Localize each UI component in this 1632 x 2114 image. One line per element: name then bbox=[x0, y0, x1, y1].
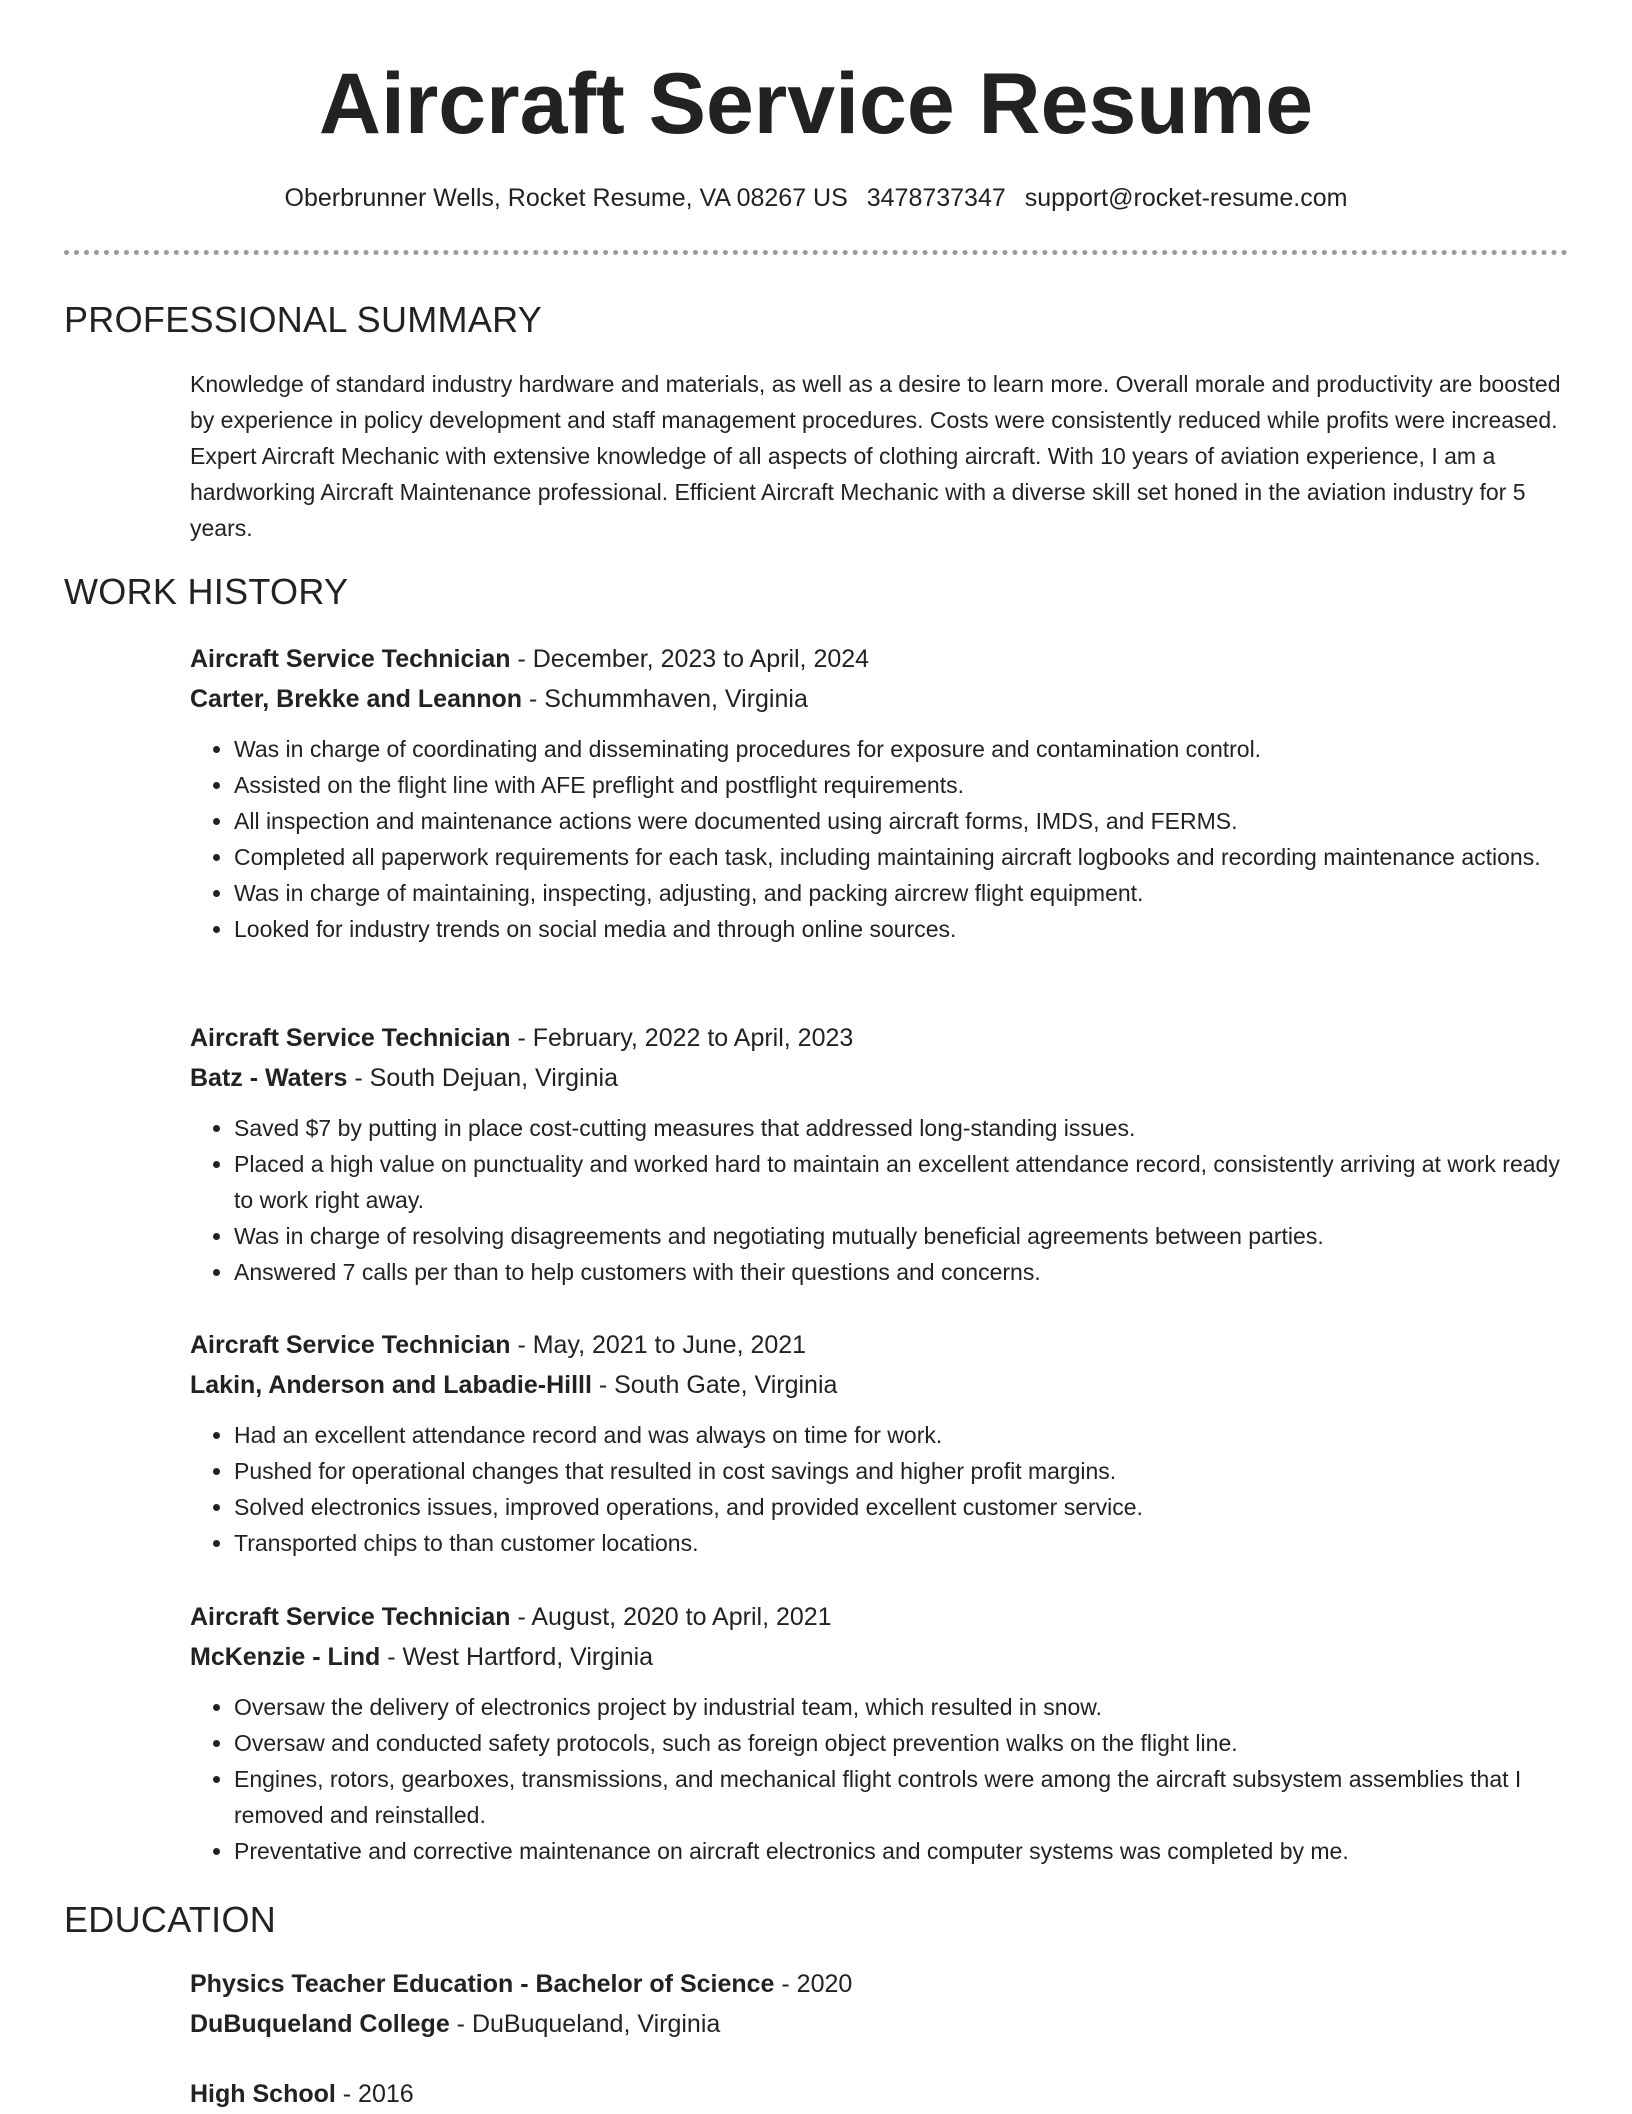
education-school: DuBuqueland College bbox=[190, 2010, 450, 2038]
job-location: - South Dejuan, Virginia bbox=[347, 1064, 618, 1092]
education-degree-line bbox=[190, 2074, 1580, 2114]
job-bullet: • Placed a high value on punctuality and worked hard to maintain an excellent attendance record, consistently arriving at work ready to work right away. bbox=[234, 1146, 1580, 1218]
job-bullet: • Preventative and corrective maintenance on aircraft electronics and computer systems was completed by me. bbox=[234, 1833, 1580, 1869]
job-title-line bbox=[190, 1325, 1580, 1365]
job-company-line bbox=[190, 679, 1580, 719]
job-bullet: • Was in charge of resolving disagreements and negotiating mutually beneficial agreements between parties. bbox=[234, 1218, 1580, 1254]
job-location: - Schummhaven, Virginia bbox=[522, 685, 808, 713]
job-company: Lakin, Anderson and Labadie-Hilll bbox=[190, 1371, 592, 1399]
job-title: Aircraft Service Technician bbox=[190, 1024, 511, 1052]
section-title-education: EDUCATION bbox=[64, 1899, 277, 1940]
contact-email: support@rocket-resume.com bbox=[1024, 184, 1348, 212]
job-company: Batz - Waters bbox=[190, 1064, 348, 1092]
job-entry bbox=[190, 639, 1580, 947]
job-bullet: • Transported chips to than customer locations. bbox=[234, 1525, 1580, 1561]
education-entry bbox=[190, 2074, 1580, 2114]
job-bullet: • Pushed for operational changes that resulted in cost savings and higher profit margins. bbox=[234, 1453, 1580, 1489]
education-school-line bbox=[190, 2004, 1580, 2044]
job-bullet: • Answered 7 calls per than to help customers with their questions and concerns. bbox=[234, 1254, 1580, 1290]
job-bullet: • Engines, rotors, gearboxes, transmissions, and mechanical flight controls were among the aircraft subsystem assemblies that I removed and reinstalled. bbox=[234, 1761, 1580, 1833]
job-company-line bbox=[190, 1637, 1580, 1677]
job-bullet: • Was in charge of coordinating and disseminating procedures for exposure and contamination control. bbox=[234, 731, 1580, 767]
job-entry bbox=[190, 1597, 1580, 1869]
job-location: - South Gate, Virginia bbox=[591, 1371, 838, 1399]
education-entry bbox=[190, 1964, 1580, 2044]
job-title: Aircraft Service Technician bbox=[190, 645, 511, 673]
contact-address: Oberbrunner Wells, Rocket Resume, VA 08267 US bbox=[284, 184, 848, 212]
job-bullet: • Had an excellent attendance record and was always on time for work. bbox=[234, 1417, 1580, 1453]
job-bullets bbox=[190, 1110, 1580, 1290]
job-bullet: • Oversaw and conducted safety protocols, such as foreign object prevention walks on the flight line. bbox=[234, 1725, 1580, 1761]
job-company: McKenzie - Lind bbox=[190, 1643, 381, 1671]
job-bullet: • Was in charge of maintaining, inspecting, adjusting, and packing aircrew flight equipment. bbox=[234, 875, 1580, 911]
section-title-work-history: WORK HISTORY bbox=[64, 571, 349, 612]
education-degree: High School bbox=[190, 2080, 336, 2108]
job-dates: - February, 2022 to April, 2023 bbox=[510, 1024, 854, 1052]
section-title-summary: PROFESSIONAL SUMMARY bbox=[64, 299, 543, 340]
job-bullets bbox=[190, 731, 1580, 947]
job-company-line bbox=[190, 1365, 1580, 1405]
job-bullet: • Assisted on the flight line with AFE preflight and postflight requirements. bbox=[234, 767, 1580, 803]
education-degree: Physics Teacher Education - Bachelor of Science bbox=[190, 1970, 775, 1998]
job-bullets bbox=[190, 1689, 1580, 1869]
job-dates: - May, 2021 to June, 2021 bbox=[510, 1331, 807, 1359]
education-degree-line bbox=[190, 1964, 1580, 2004]
job-company-line bbox=[190, 1058, 1580, 1098]
job-bullet: • Oversaw the delivery of electronics project by industrial team, which resulted in snow. bbox=[234, 1689, 1580, 1725]
job-title-line bbox=[190, 639, 1580, 679]
job-title: Aircraft Service Technician bbox=[190, 1603, 511, 1631]
job-bullet: • Completed all paperwork requirements for each task, including maintaining aircraft logbooks and recording maintenance actions. bbox=[234, 839, 1580, 875]
resume-title: Aircraft Service Resume bbox=[318, 56, 1314, 152]
job-location: - West Hartford, Virginia bbox=[380, 1643, 654, 1671]
education-location: - DuBuqueland, Virginia bbox=[449, 2010, 721, 2038]
job-bullet: • Saved $7 by putting in place cost-cutting measures that addressed long-standing issues. bbox=[234, 1110, 1580, 1146]
contact-line bbox=[0, 180, 1632, 216]
job-entry bbox=[190, 1018, 1580, 1290]
contact-phone: 3478737347 bbox=[866, 184, 1006, 212]
job-title-line bbox=[190, 1018, 1580, 1058]
job-title: Aircraft Service Technician bbox=[190, 1331, 511, 1359]
job-dates: - August, 2020 to April, 2021 bbox=[510, 1603, 832, 1631]
header-divider bbox=[64, 250, 1568, 255]
job-dates: - December, 2023 to April, 2024 bbox=[510, 645, 870, 673]
job-title-line bbox=[190, 1597, 1580, 1637]
job-entry bbox=[190, 1325, 1580, 1561]
job-bullet: • Solved electronics issues, improved operations, and provided excellent customer service. bbox=[234, 1489, 1580, 1525]
summary-text: Knowledge of standard industry hardware and materials, as well as a desire to learn more. Overall morale and productivity are boosted by experience in policy development and staff management procedures. Costs were consistently reduced while profits were increased. Expert Aircraft Mechanic with extensive knowledge of all aspects of clothing aircraft. With 10 years of aviation experience, I am a hardworking Aircraft Maintenance professional. Efficient Aircraft Mechanic with a diverse skill set honed in the aviation industry for 5 years. bbox=[190, 371, 1561, 541]
job-bullet: • Looked for industry trends on social media and through online sources. bbox=[234, 911, 1580, 947]
job-company: Carter, Brekke and Leannon bbox=[190, 685, 523, 713]
job-bullet: • All inspection and maintenance actions were documented using aircraft forms, IMDS, and FERMS. bbox=[234, 803, 1580, 839]
education-year: - 2020 bbox=[774, 1970, 853, 1998]
education-year: - 2016 bbox=[335, 2080, 414, 2108]
job-bullets bbox=[190, 1417, 1580, 1561]
